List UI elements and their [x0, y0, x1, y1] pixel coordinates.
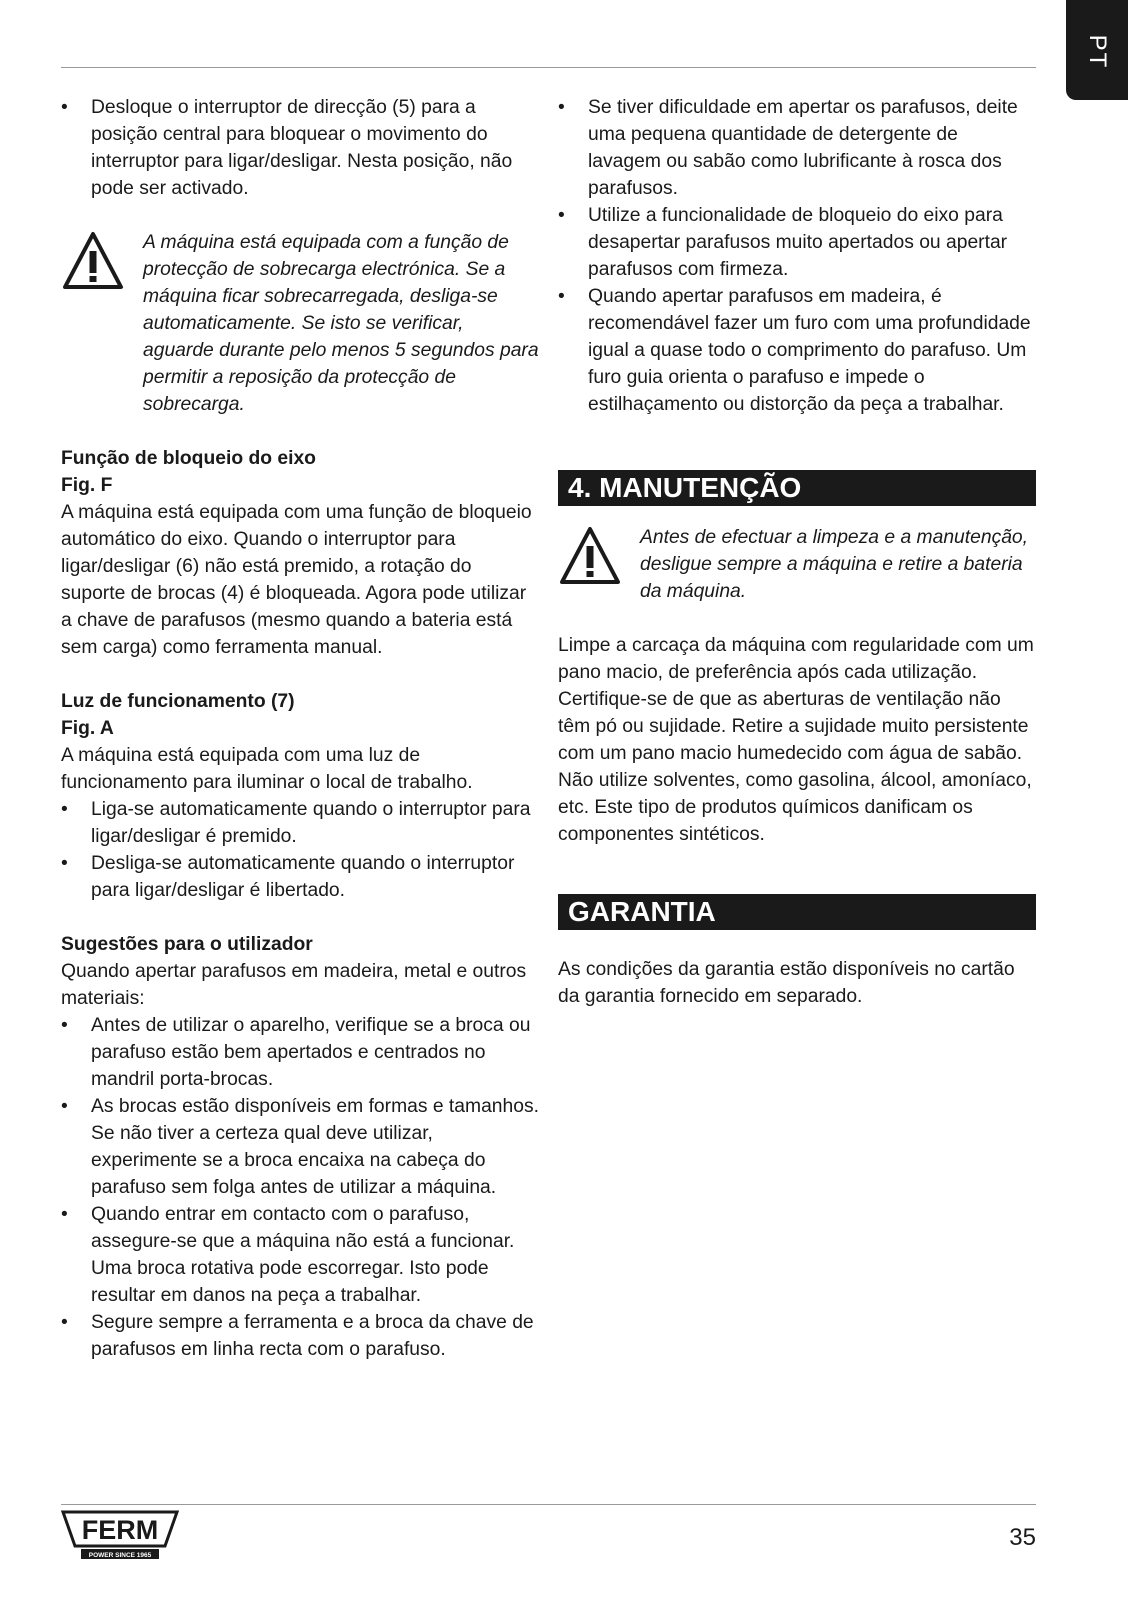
warning-triangle-icon	[558, 524, 622, 588]
spindle-lock-fig: Fig. F	[61, 475, 113, 496]
warning-triangle-icon	[61, 229, 125, 293]
list-item: • Quando entrar em contacto com o parafuso, assegure-se que a máquina não está a funcionar. Uma broca rotativa pode escorregar. Isto pode resultar em danos na peça a trabalhar.	[61, 1201, 539, 1309]
logo-wordmark: FERM	[81, 1515, 159, 1545]
overload-warning	[61, 229, 539, 418]
list-item: • Quando apertar parafusos em madeira, é recomendável fazer um furo com uma profundidade igual a quase todo o comprimento do parafuso. Um furo guia orienta o parafuso e impede o estilhaçamento ou distorção da peça a trabalhar.	[558, 283, 1036, 418]
list-item: • Se tiver dificuldade em apertar os parafusos, deite uma pequena quantidade de detergente de lavagem ou sabão como lubrificante à rosca dos parafusos.	[558, 94, 1036, 202]
list-item: • Antes de utilizar o aparelho, verifique se a broca ou parafuso estão bem apertados e centrados no mandril porta-brocas.	[61, 1012, 539, 1093]
left-column	[61, 94, 539, 1363]
warning-text: A máquina está equipada com a função de protecção de sobrecarga electrónica. Se a máquina ficar sobrecarregada, desliga-se automaticamente. Se isto se verificar, aguarde durante pelo menos 5 segundos para permitir a reposição da protecção de sobrecarga.	[143, 232, 539, 415]
work-light-text: A máquina está equipada com uma luz de funcionamento para iluminar o local de trabalho.	[61, 745, 473, 793]
spindle-lock-title: Função de bloqueio do eixo	[61, 448, 316, 469]
list-item: • Desliga-se automaticamente quando o interruptor para ligar/desligar é libertado.	[61, 850, 539, 904]
ferm-logo-icon	[61, 1510, 179, 1560]
warranty-text: As condições da garantia estão disponíveis no cartão da garantia fornecido em separado.	[558, 959, 1015, 1007]
screw-tips-bullets	[558, 94, 1036, 418]
direction-switch-bullets	[61, 94, 539, 202]
logo-tagline: POWER SINCE 1965	[88, 1552, 152, 1559]
user-tips-bullets	[61, 1012, 539, 1363]
language-tab	[1066, 0, 1128, 100]
right-column	[558, 94, 1036, 1010]
maintenance-heading: 4. MANUTENÇÃO	[558, 470, 1036, 506]
page-number: 35	[1009, 1524, 1036, 1551]
spindle-lock-text: A máquina está equipada com uma função de bloqueio automático do eixo. Quando o interruptor para ligar/desligar (6) não está premido, a rotação do suporte de brocas (4) é bloqueada. Agora pode utilizar a chave de parafusos (mesmo quando a bateria está sem carga) como ferramenta manual.	[61, 502, 532, 658]
warranty-heading: GARANTIA	[558, 894, 1036, 930]
language-label: PT	[1084, 34, 1111, 70]
list-item: • Segure sempre a ferramenta e a broca da chave de parafusos em linha recta com o parafuso.	[61, 1309, 539, 1363]
warning-text: Antes de efectuar a limpeza e a manutenção, desligue sempre a máquina e retire a bateria da máquina.	[640, 527, 1029, 602]
work-light-bullets	[61, 796, 539, 904]
list-item: • Utilize a funcionalidade de bloqueio do eixo para desapertar parafusos muito apertados ou apertar parafusos com firmeza.	[558, 202, 1036, 283]
list-item: • Desloque o interruptor de direcção (5) para a posição central para bloquear o movimento do interruptor para ligar/desligar. Nesta posição, não pode ser activado.	[61, 94, 539, 202]
maintenance-warning	[558, 524, 1036, 605]
footer-rule	[61, 1504, 1036, 1505]
maintenance-text: Limpe a carcaça da máquina com regularidade com um pano macio, de preferência após cada utilização. Certifique-se de que as aberturas de ventilação não têm pó ou sujidade. Retire a sujidade muito persistente com um pano macio humedecido com água de sabão. Não utilize solventes, como gasolina, álcool, amoníaco, etc. Este tipo de produtos químicos danificam os componentes sintéticos.	[558, 635, 1034, 845]
user-tips-text: Quando apertar parafusos em madeira, metal e outros materiais:	[61, 961, 527, 1009]
list-item: • Liga-se automaticamente quando o interruptor para ligar/desligar é premido.	[61, 796, 539, 850]
work-light-title: Luz de funcionamento (7)	[61, 691, 295, 712]
user-tips-title: Sugestões para o utilizador	[61, 934, 313, 955]
list-item: • As brocas estão disponíveis em formas e tamanhos. Se não tiver a certeza qual deve utilizar, experimente se a broca encaixa na cabeça do parafuso sem folga antes de utilizar a máquina.	[61, 1093, 539, 1201]
header-rule	[61, 67, 1036, 68]
work-light-fig: Fig. A	[61, 718, 114, 739]
